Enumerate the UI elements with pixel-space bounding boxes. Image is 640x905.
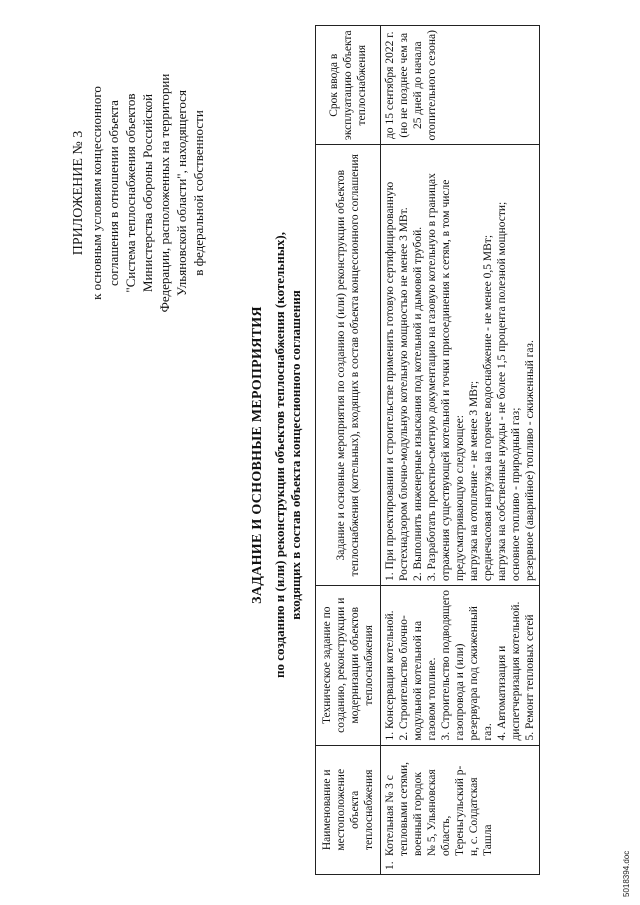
cell-object-name [381, 745, 540, 874]
cell-technical-task [381, 585, 540, 745]
appendix-line: соглашения в отношении объекта [106, 100, 121, 286]
task-item: 3. Разработать проектно-сметную документацию на газовую котельную в границах отражения существующей котельной и точки присоединения к сетям, в том числе предусматривающую следующее: [426, 173, 466, 581]
measures-table [315, 25, 540, 875]
spec-item: 2. Строительство блочно-модульной котельной на газовом топливе. [398, 615, 438, 741]
appendix-line: к основным условиям концессионного [89, 86, 104, 300]
appendix-header: ПРИЛОЖЕНИЕ № 3 [71, 130, 86, 256]
spec-item: 3. Строительство подводящего газопровода и (или) резервуара под сжиженный газ. [440, 590, 494, 741]
document-title-block [250, 45, 304, 865]
header-commissioning-date: Срок ввода в эксплуатацию объекта теплоснабжения [316, 26, 381, 145]
document-file-code: 5018394.doc [622, 850, 631, 897]
appendix-line: Ульяновской области", находящегося [174, 90, 189, 296]
cell-main-measures [381, 145, 540, 586]
object-name-text: Котельная № 3 с тепловыми сетями, военный городок № 5, Ульяновская область, Тереньгульский р-н, с. Солдатская Ташла [384, 761, 494, 856]
appendix-line: в федеральной собственности [191, 110, 206, 276]
task-item: 1. При проектировании и строительстве применить готовую сертифицированную Ростехнадзором блочно-модульную котельную мощностью не менее 3 МВт. [384, 181, 410, 581]
cell-commissioning-date: до 15 сентября 2022 г. (но не позднее чем за 25 дней до начала отопительного сезона) [381, 26, 540, 145]
header-main-measures: Задание и основные мероприятия по созданию и (или) реконструкции объектов теплоснабжения (котельных), входящих в состав объекта концессионного соглашения [316, 145, 381, 586]
appendix-line: "Система теплоснабжения объектов [123, 93, 138, 293]
task-item: 2. Выполнить инженерные изыскания под котельной и дымовой трубой. [412, 226, 424, 581]
header-technical-task: Техническое задание по созданию, реконструкции и модернизации объектов теплоснабжения [316, 585, 381, 745]
appendix-block [70, 43, 207, 343]
spec-item: 1. Консервация котельной. [384, 610, 396, 741]
task-item: нагрузка на собственные нужды - не более 1,5 процента полезной мощности; [496, 201, 508, 581]
header-object-name: Наименование и местоположение объекта теплоснабжения [316, 745, 381, 874]
table-row [381, 26, 540, 875]
task-item: основное топливо - природный газ; [510, 407, 522, 581]
document-subtitle-2: входящих в состав объекта концессионного соглашения [288, 290, 303, 620]
spec-item: 4. Автоматизация и диспетчеризация котельной. [496, 601, 522, 741]
task-item: среднечасовая нагрузка на горячее водоснабжение - не менее 0,5 МВт; [482, 234, 494, 581]
appendix-line: Министерства обороны Российской [140, 93, 155, 293]
row-number: 1. [384, 861, 396, 870]
document-title: ЗАДАНИЕ И ОСНОВНЫЕ МЕРОПРИЯТИЯ [250, 306, 265, 604]
spec-item: 5. Ремонт тепловых сетей [524, 614, 536, 741]
document-subtitle-1: по созданию и (или) реконструкции объектов теплоснабжения (котельных), [272, 232, 287, 678]
appendix-line: Федерации, расположенных на территории [157, 73, 172, 313]
task-item: нагрузка на отопление - не менее 3 МВт; [468, 380, 480, 581]
task-item: резервное (аварийное) топливо - сжиженный газ. [524, 340, 536, 581]
table-header-row [316, 26, 381, 875]
